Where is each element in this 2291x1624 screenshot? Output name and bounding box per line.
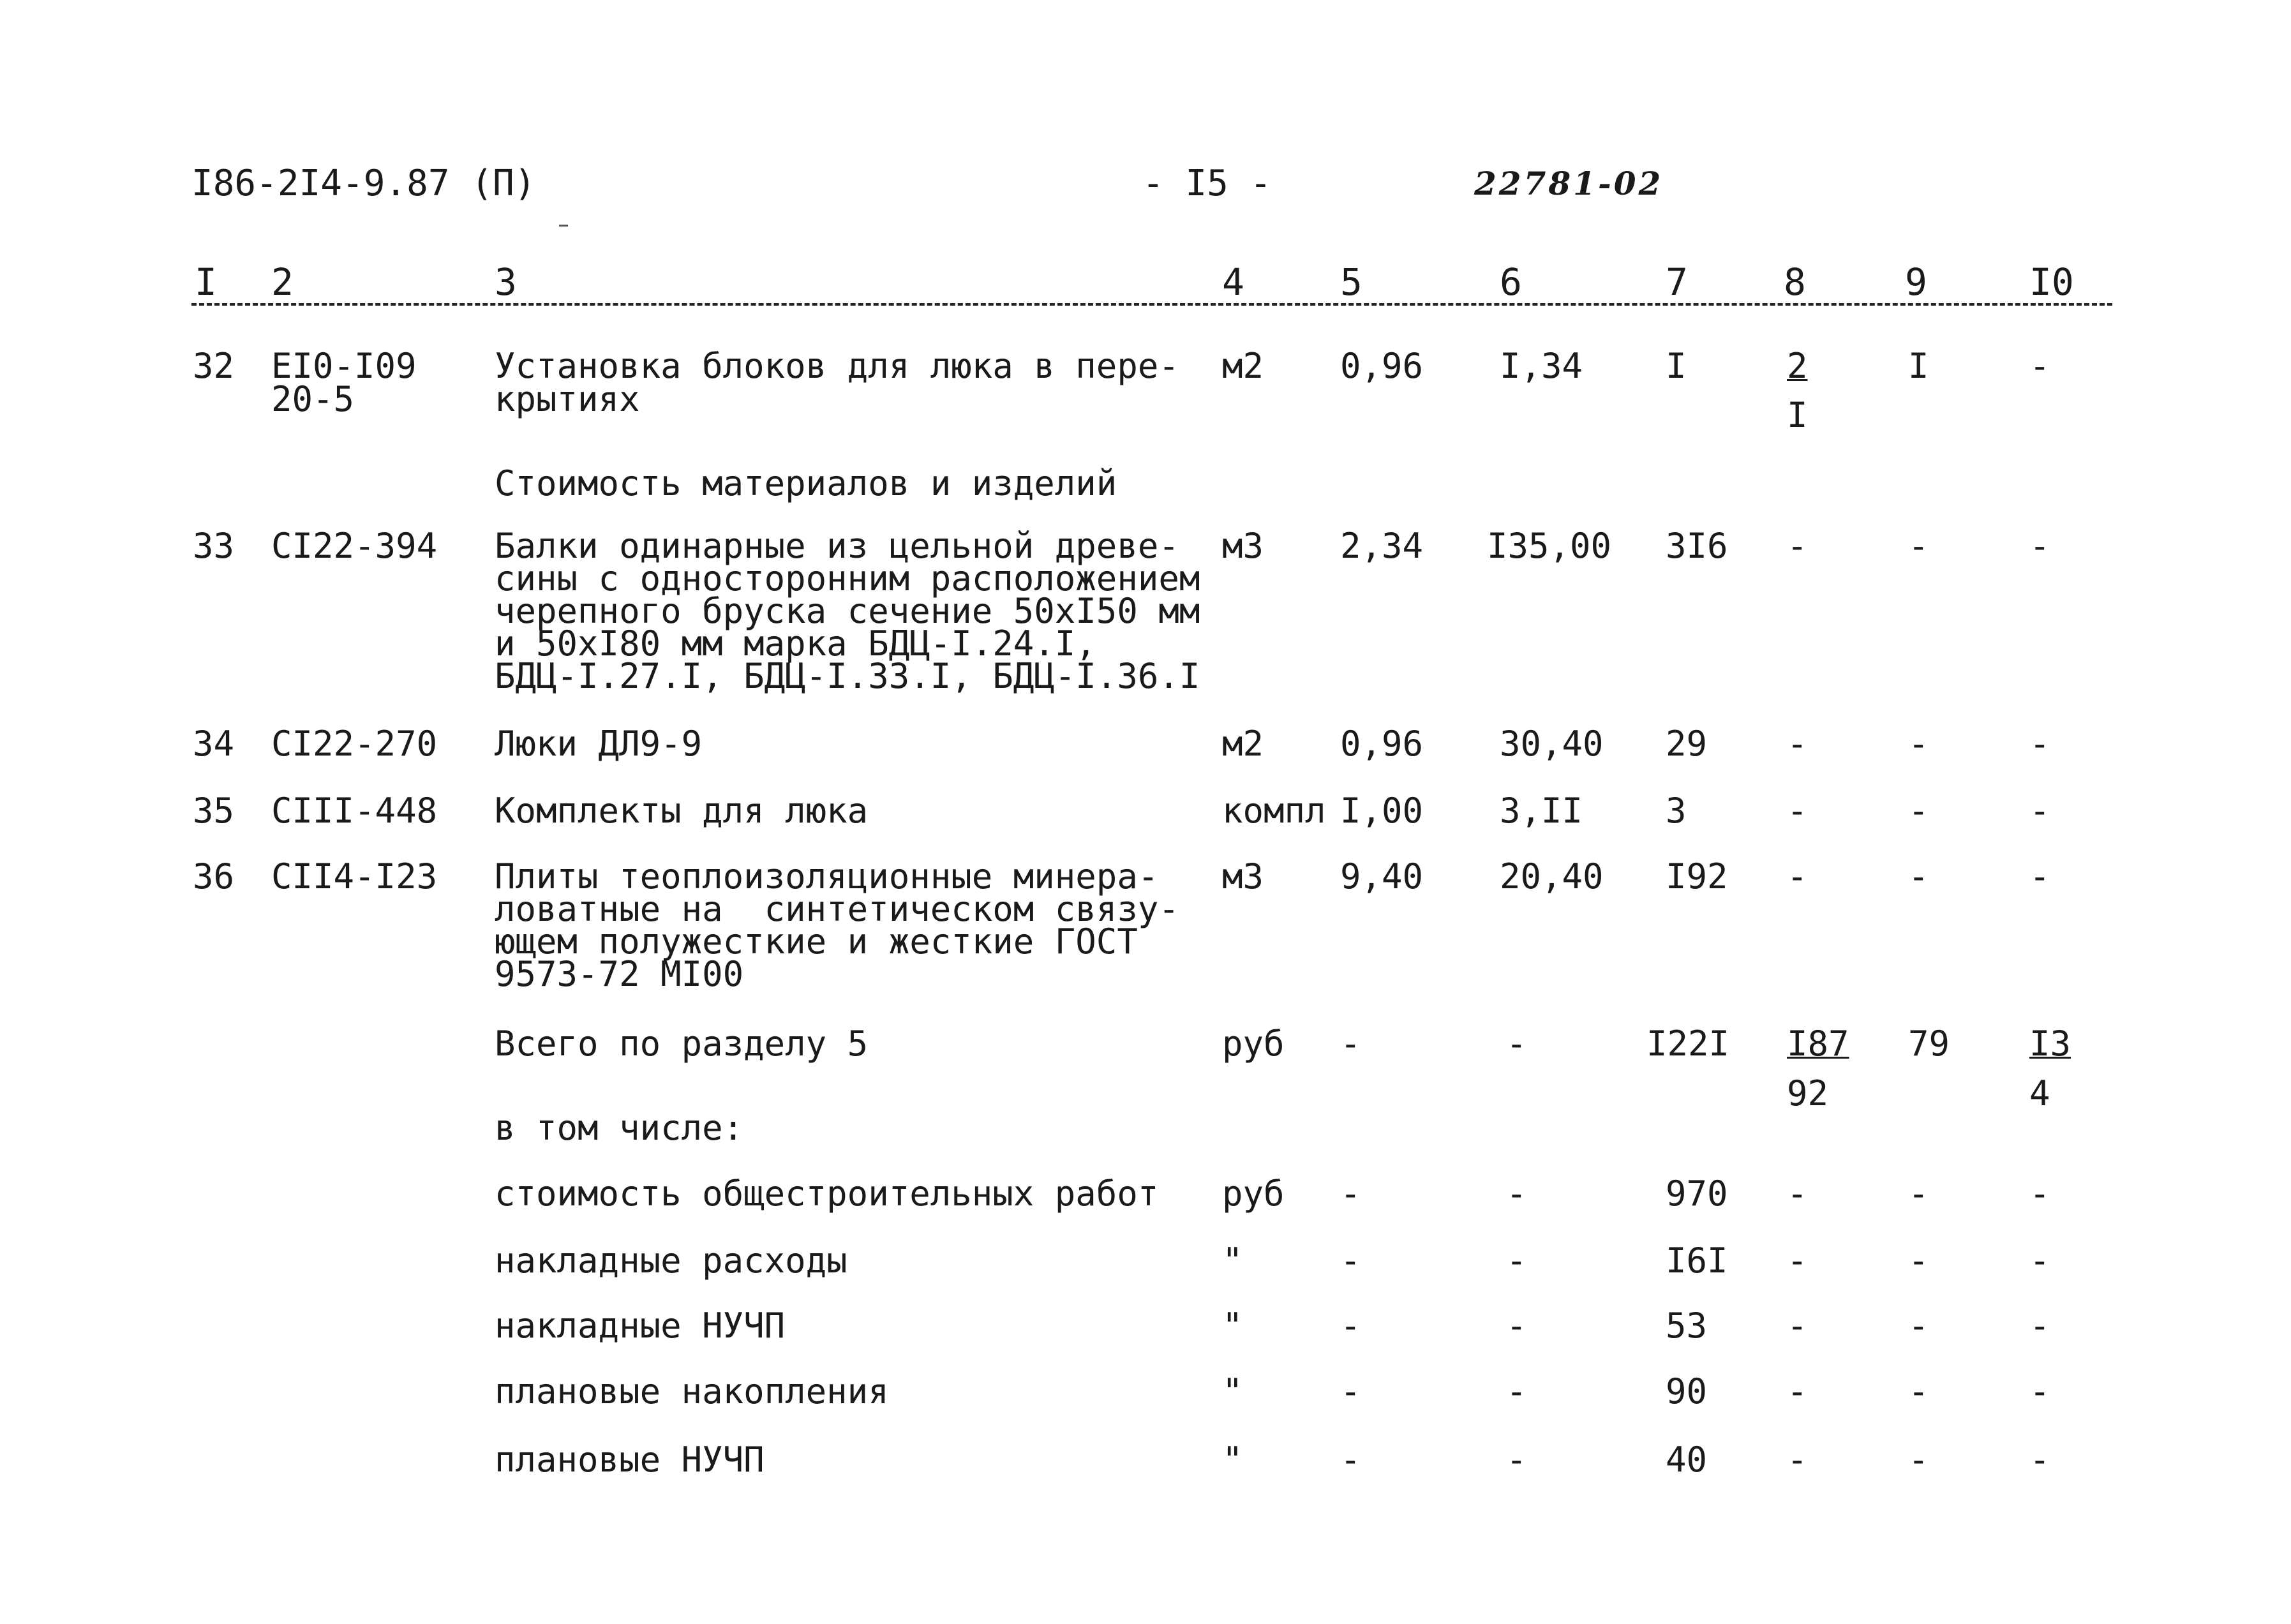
unit-price: -: [1506, 1173, 1527, 1214]
header-dashed-rule: [191, 303, 2112, 306]
unit: компл: [1222, 791, 1326, 831]
col8-value: -: [1787, 526, 1808, 566]
col8-value-bottom: I: [1787, 395, 1808, 435]
column-number-3: 3: [495, 260, 517, 304]
col10-value: -: [2029, 856, 2050, 897]
rate-code: CI22-270: [271, 724, 438, 764]
col8-value: -: [1787, 791, 1808, 831]
item-description: Балки одинарные из цельной древе- сины с односторонним расположением черепного бруска сечение 50xI50 мм и 50xI80 мм марка БДЦ-I.24.I, БДЦ-I.27.I, БДЦ-I.33.I, БДЦ-I.36.I: [495, 526, 1200, 696]
document-code: I86-2I4-9.87 (П): [191, 163, 536, 204]
total-cost: 90: [1666, 1371, 1708, 1412]
quantity: 0,96: [1340, 724, 1424, 764]
unit-ditto-mark: ": [1222, 1240, 1243, 1281]
col8-value-top: 2: [1787, 346, 1808, 386]
unit: руб: [1222, 1173, 1285, 1214]
col9-value: -: [1908, 724, 1929, 764]
quantity: -: [1340, 1440, 1361, 1480]
section-title: Стоимость материалов и изделий: [495, 463, 1117, 503]
column-number-4: 4: [1222, 260, 1244, 304]
col9-value: I: [1908, 346, 1929, 386]
quantity: -: [1340, 1306, 1361, 1346]
col10-value: -: [2029, 1306, 2050, 1346]
row-number: 36: [193, 856, 235, 897]
col8-value: -: [1787, 1173, 1808, 1214]
item-description: Люки ДЛ9-9: [495, 724, 703, 764]
column-number-2: 2: [271, 260, 294, 304]
column-number-8: 8: [1784, 260, 1806, 304]
quantity: 2,34: [1340, 526, 1424, 566]
col9-value: -: [1908, 791, 1929, 831]
column-number-6: 6: [1500, 260, 1522, 304]
unit: м3: [1222, 526, 1264, 566]
rate-code: CIII-448: [271, 791, 438, 831]
item-description: Установка блоков для люка в пере- крытиях: [495, 346, 1179, 419]
row-number: 32: [193, 346, 235, 386]
total-cost: I: [1666, 346, 1687, 386]
col10-value-bottom: 4: [2029, 1073, 2050, 1114]
total-cost: I92: [1666, 856, 1728, 897]
col10-value: -: [2029, 346, 2050, 386]
total-cost: 970: [1666, 1173, 1728, 1214]
section-total-label: Всего по разделу 5: [495, 1024, 869, 1064]
including-label: в том числе:: [495, 1108, 744, 1148]
row-number: 33: [193, 526, 235, 566]
col9-value: -: [1908, 526, 1929, 566]
col10-value: -: [2029, 791, 2050, 831]
breakdown-label: плановые накопления: [495, 1371, 889, 1412]
row-number: 35: [193, 791, 235, 831]
column-number-9: 9: [1905, 260, 1927, 304]
total-cost: 3I6: [1666, 526, 1728, 566]
col10-value: -: [2029, 1240, 2050, 1281]
quantity: -: [1340, 1024, 1361, 1064]
rate-code: EI0-I09 20-5: [271, 346, 417, 419]
unit-ditto-mark: ": [1222, 1371, 1243, 1412]
unit-price: -: [1506, 1240, 1527, 1281]
unit: м2: [1222, 724, 1264, 764]
item-description: Комплекты для люка: [495, 791, 869, 831]
quantity: 9,40: [1340, 856, 1424, 897]
column-number-7: 7: [1666, 260, 1688, 304]
column-number-10: I0: [2029, 260, 2074, 304]
col10-value: -: [2029, 1371, 2050, 1412]
unit-price: 30,40: [1500, 724, 1604, 764]
col8-value: -: [1787, 1371, 1808, 1412]
total-cost: I6I: [1666, 1240, 1728, 1281]
unit-price: -: [1506, 1306, 1527, 1346]
stray-mark: [559, 225, 568, 227]
breakdown-label: накладные расходы: [495, 1240, 847, 1281]
unit: руб: [1222, 1024, 1285, 1064]
col9-value: -: [1908, 1240, 1929, 1281]
breakdown-label: накладные НУЧП: [495, 1306, 786, 1346]
total-cost: I22I: [1646, 1024, 1730, 1064]
col9-value: -: [1908, 856, 1929, 897]
quantity: -: [1340, 1240, 1361, 1281]
quantity: 0,96: [1340, 346, 1424, 386]
handwritten-number: 22781-02: [1474, 165, 1664, 202]
col10-value: -: [2029, 724, 2050, 764]
unit-price: -: [1506, 1371, 1527, 1412]
unit-price: -: [1506, 1024, 1527, 1064]
column-number-5: 5: [1340, 260, 1362, 304]
unit-price: -: [1506, 1440, 1527, 1480]
unit: м2: [1222, 346, 1264, 386]
col8-value: -: [1787, 1306, 1808, 1346]
quantity: -: [1340, 1371, 1361, 1412]
col10-value-top: I3: [2029, 1024, 2071, 1064]
unit-price: 3,II: [1500, 791, 1583, 831]
unit-price: I35,00: [1487, 526, 1612, 566]
total-cost: 3: [1666, 791, 1687, 831]
total-cost: 53: [1666, 1306, 1708, 1346]
col9-value: -: [1908, 1173, 1929, 1214]
col9-value: -: [1908, 1306, 1929, 1346]
rate-code: CII4-I23: [271, 856, 438, 897]
col8-value: -: [1787, 724, 1808, 764]
col8-value: -: [1787, 1440, 1808, 1480]
col8-value-bottom: 92: [1787, 1073, 1829, 1114]
col8-value: -: [1787, 856, 1808, 897]
col10-value: -: [2029, 1440, 2050, 1480]
col9-value: -: [1908, 1440, 1929, 1480]
unit: м3: [1222, 856, 1264, 897]
col10-value: -: [2029, 1173, 2050, 1214]
col9-value: 79: [1908, 1024, 1950, 1064]
breakdown-label: плановые НУЧП: [495, 1440, 765, 1480]
rate-code: CI22-394: [271, 526, 438, 566]
breakdown-label: стоимость общестроительных работ: [495, 1173, 1159, 1214]
unit-ditto-mark: ": [1222, 1440, 1243, 1480]
row-number: 34: [193, 724, 235, 764]
total-cost: 40: [1666, 1440, 1708, 1480]
col10-value: -: [2029, 526, 2050, 566]
item-description: Плиты теоплоизоляционные минера- ловатные на синтетическом связу- ющем полужесткие и жесткие ГОСТ 9573-72 МI00: [495, 856, 1179, 994]
col9-value: -: [1908, 1371, 1929, 1412]
unit-ditto-mark: ": [1222, 1306, 1243, 1346]
page-number: - I5 -: [1142, 163, 1272, 204]
unit-price: 20,40: [1500, 856, 1604, 897]
total-cost: 29: [1666, 724, 1708, 764]
column-number-1: I: [195, 260, 217, 304]
quantity: -: [1340, 1173, 1361, 1214]
quantity: I,00: [1340, 791, 1424, 831]
col8-value: -: [1787, 1240, 1808, 1281]
unit-price: I,34: [1500, 346, 1583, 386]
col8-value-top: I87: [1787, 1024, 1849, 1064]
